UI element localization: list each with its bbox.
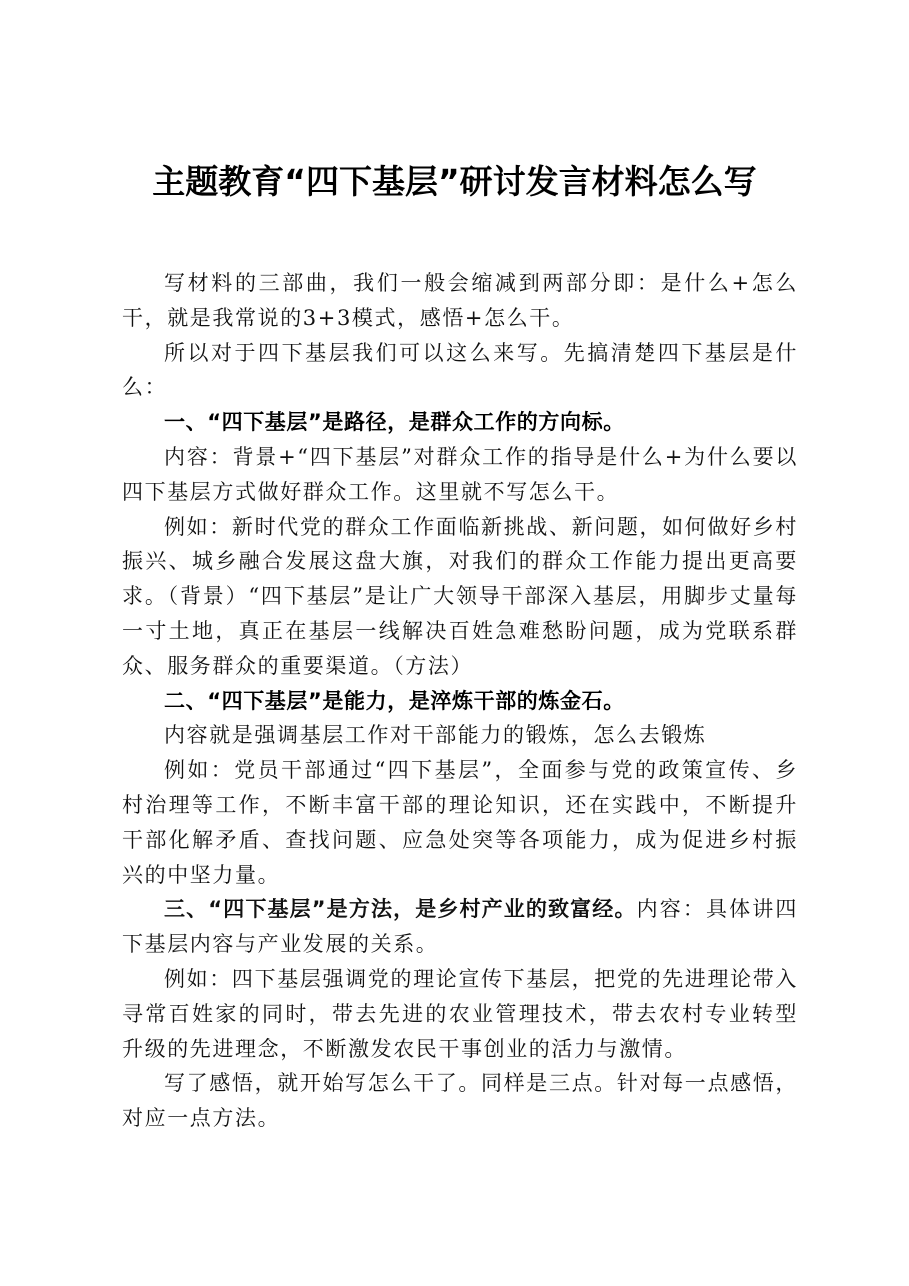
section-heading-1: 一、“四下基层”是路径，是群众工作的方向标。 [164, 410, 625, 435]
section-heading-2: 二、“四下基层”是能力，是淬炼干部的炼金石。 [164, 688, 625, 713]
paragraph-intro: 写材料的三部曲，我们一般会缩减到两部分即：是什么+怎么干，就是我常说的3+3模式，感悟+怎么干。 [122, 271, 798, 330]
paragraph-content-1: 内容：背景+“四下基层”对群众工作的指导是什么+为什么要以四下基层方式做好群众工作。这里就不写怎么干。 [122, 444, 798, 504]
paragraph-example-3: 例如：四下基层强调党的理论宣传下基层，把党的先进理论带入寻常百姓家的同时，带去先进的农业管理技术，带去农村专业转型升级的先进理念，不断激发农民干事创业的活力与激情。 [122, 966, 798, 1061]
paragraph-example-1: 例如：新时代党的群众工作面临新挑战、新问题，如何做好乡村振兴、城乡融合发展这盘大旗，对我们的群众工作能力提出更高要求。（背景）“四下基层”是让广大领导干部深入基层，用脚步丈量每一寸土地，真正在基层一线解决百姓急难愁盼问题，成为党联系群众、服务群众的重要渠道。（方法） [122, 514, 798, 678]
paragraph-conclusion: 写了感悟，就开始写怎么干了。同样是三点。针对每一点感悟，对应一点方法。 [122, 1071, 798, 1131]
paragraph-content-2: 内容就是强调基层工作对干部能力的锻炼，怎么去锻炼 [164, 723, 707, 748]
section-heading-3: 三、“四下基层”是方法，是乡村产业的致富经。 [164, 897, 637, 922]
document-title: 主题教育“四下基层”研讨发言材料怎么写 [152, 162, 757, 201]
paragraph-example-2: 例如：党员干部通过“四下基层”，全面参与党的政策宣传、乡村治理等工作，不断丰富干部的理论知识，还在实践中，不断提升干部化解矛盾、查找问题、应急处突等各项能力，成为促进乡村振兴的中坚力量。 [122, 758, 798, 887]
section-heading-3-paragraph [122, 892, 798, 962]
paragraph-approach: 所以对于四下基层我们可以这么来写。先搞清楚四下基层是什么： [122, 340, 798, 400]
paragraph-content-3: 内容：具体讲四下基层内容与产业发展的关系。 [122, 897, 798, 957]
document-body [122, 266, 798, 1136]
